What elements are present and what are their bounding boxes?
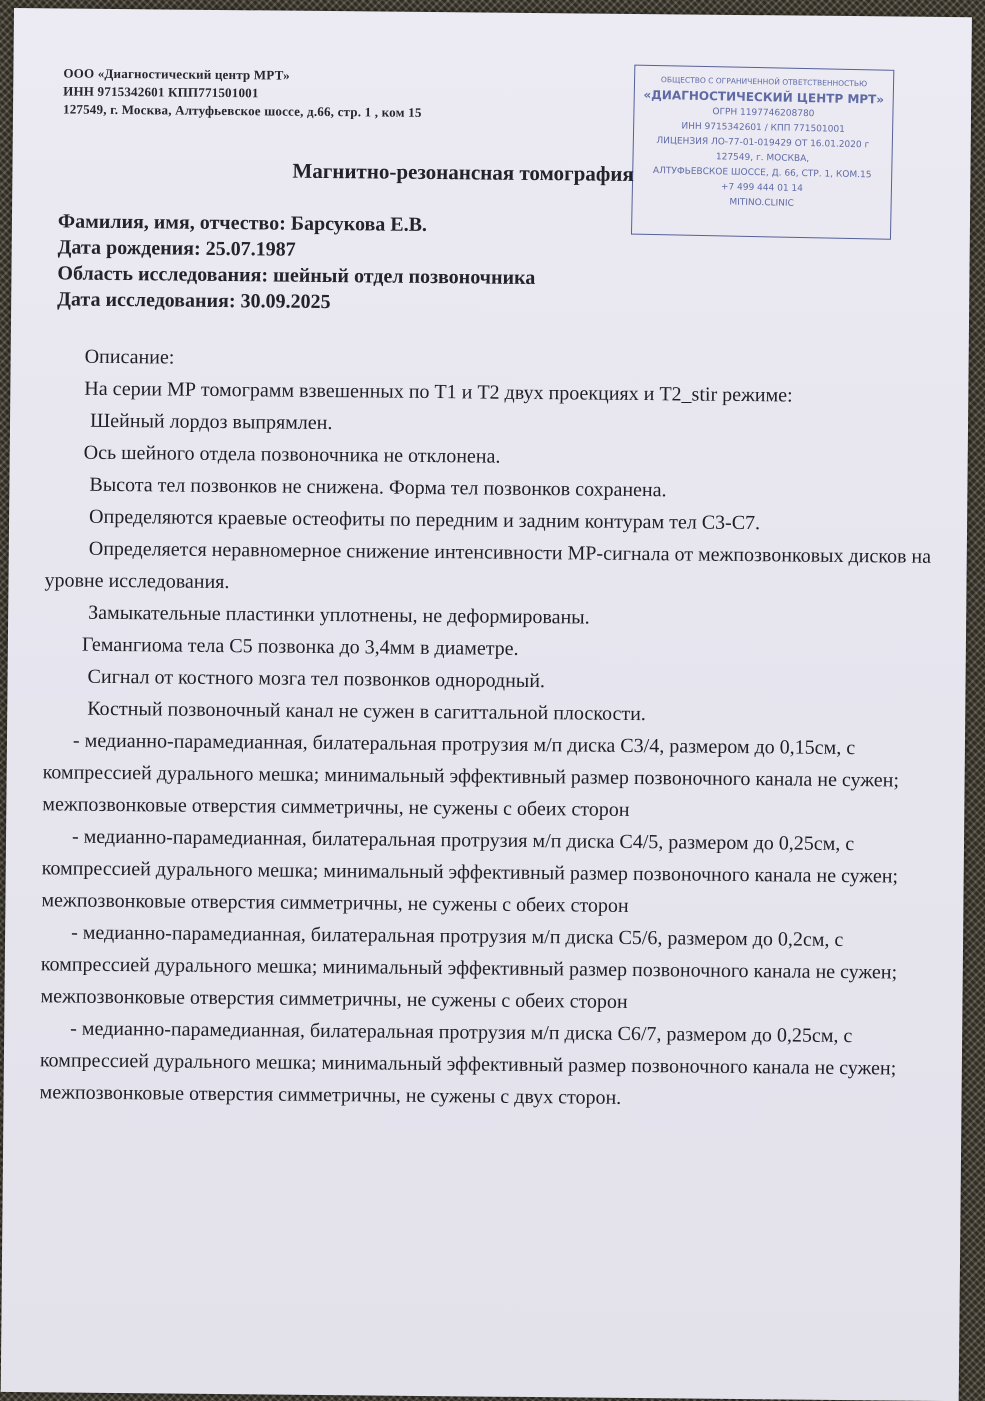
- protrusion-finding: - медианно-парамедианная, билатеральная протрузия м/п диска С5/6, размером до 0,2см, с компрессией дурального мешка; минимальный эффективный размер позвоночного канала не сужен; межпозвонковые отверстия симметричны, не сужены с обеих сторон: [40, 921, 898, 1013]
- description-paragraph: Высота тел позвонков не снижена. Форма тел позвонков сохранена.: [89, 473, 667, 502]
- description-paragraph: Шейный лордоз выпрямлен.: [89, 409, 333, 435]
- stamp-line: ОБЩЕСТВО С ОГРАНИЧЕННОЙ ОТВЕТСТВЕННОСТЬЮ: [660, 75, 868, 89]
- organization-ids: ИНН 9715342601 КПП771501001: [63, 83, 259, 101]
- stamp-line: 127549, г. МОСКВА,: [715, 152, 810, 165]
- document-page: [1, 8, 972, 1401]
- study-date: Дата исследования: 30.09.2025: [57, 288, 331, 314]
- description-paragraph: Гемангиома тела С5 позвонка до 3,4мм в диаметре.: [81, 633, 519, 660]
- protrusion-finding: - медианно-парамедианная, билатеральная протрузия м/п диска С4/5, размером до 0,25см, с компрессией дурального мешка; минимальный эффективный размер позвоночного канала не сужен; межпозвонковые отверстия симметричны, не сужены с обеих сторон: [41, 825, 899, 917]
- description-paragraph: Определяется неравномерное снижение интенсивности МР-сигнала от межпозвонковых дисков на уровне исследования.: [44, 537, 932, 594]
- description-paragraph: Определяются краевые остеофиты по передним и задним контурам тел С3-С7.: [89, 505, 761, 535]
- organization-name: ООО «Диагностический центр МРТ»: [63, 65, 290, 83]
- document-title: Магнитно-резонансная томография: [292, 158, 634, 186]
- stamp-line: ОГРН 1197746208780: [712, 107, 815, 120]
- description-paragraph: Сигнал от костного мозга тел позвонков однородный.: [87, 665, 546, 693]
- patient-dob: Дата рождения: 25.07.1987: [57, 236, 296, 261]
- description-section: [39, 340, 936, 1117]
- stamp-line: АЛТУФЬЕВСКОЕ ШОССЕ, Д. 66, СТР. 1, КОМ.15: [652, 165, 872, 181]
- description-paragraph: Замыкательные пластинки уплотнены, не деформированы.: [88, 601, 590, 629]
- stamp-line: +7 499 444 01 14: [720, 182, 804, 195]
- organization-header: [63, 64, 422, 121]
- clinic-stamp: [631, 65, 894, 240]
- stamp-line: «ДИАГНОСТИЧЕСКИЙ ЦЕНТР МРТ»: [643, 87, 885, 107]
- description-paragraph: Ось шейного отдела позвоночника не отклонена.: [83, 441, 501, 468]
- organization-address: 127549, г. Москва, Алтуфьевское шоссе, д.66, стр. 1 , ком 15: [62, 101, 422, 120]
- description-heading: Описание:: [84, 345, 175, 369]
- protrusion-finding: - медианно-парамедианная, билатеральная протрузия м/п диска С3/4, размером до 0,15см, с компрессией дурального мешка; минимальный эффективный размер позвоночного канала не сужен; межпозвонковые отверстия симметричны, не сужены с обеих сторон: [42, 729, 900, 821]
- patient-name: Фамилия, имя, отчество: Барсукова Е.В.: [57, 210, 428, 236]
- description-paragraph: На серии МР томограмм взвешенных по Т1 и Т2 двух проекциях и T2_stir режиме:: [84, 377, 793, 407]
- patient-info: [57, 208, 536, 317]
- protrusion-finding: - медианно-парамедианная, билатеральная протрузия м/п диска С6/7, размером до 0,25см, с компрессией дурального мешка; минимальный эффективный размер позвоночного канала не сужен; межпозвонковые отверстия симметричны, не сужены с двух сторон.: [39, 1017, 897, 1109]
- description-paragraph: Костный позвоночный канал не сужен в сагиттальной плоскости.: [87, 697, 646, 726]
- stamp-line: MITINO.CLINIC: [729, 197, 794, 209]
- stamp-line: ИНН 9715342601 / КПП 771501001: [681, 121, 845, 135]
- stamp-line: ЛИЦЕНЗИЯ ЛО-77-01-019429 ОТ 16.01.2020 г: [656, 136, 870, 151]
- study-area: Область исследования: шейный отдел позвоночника: [57, 262, 536, 290]
